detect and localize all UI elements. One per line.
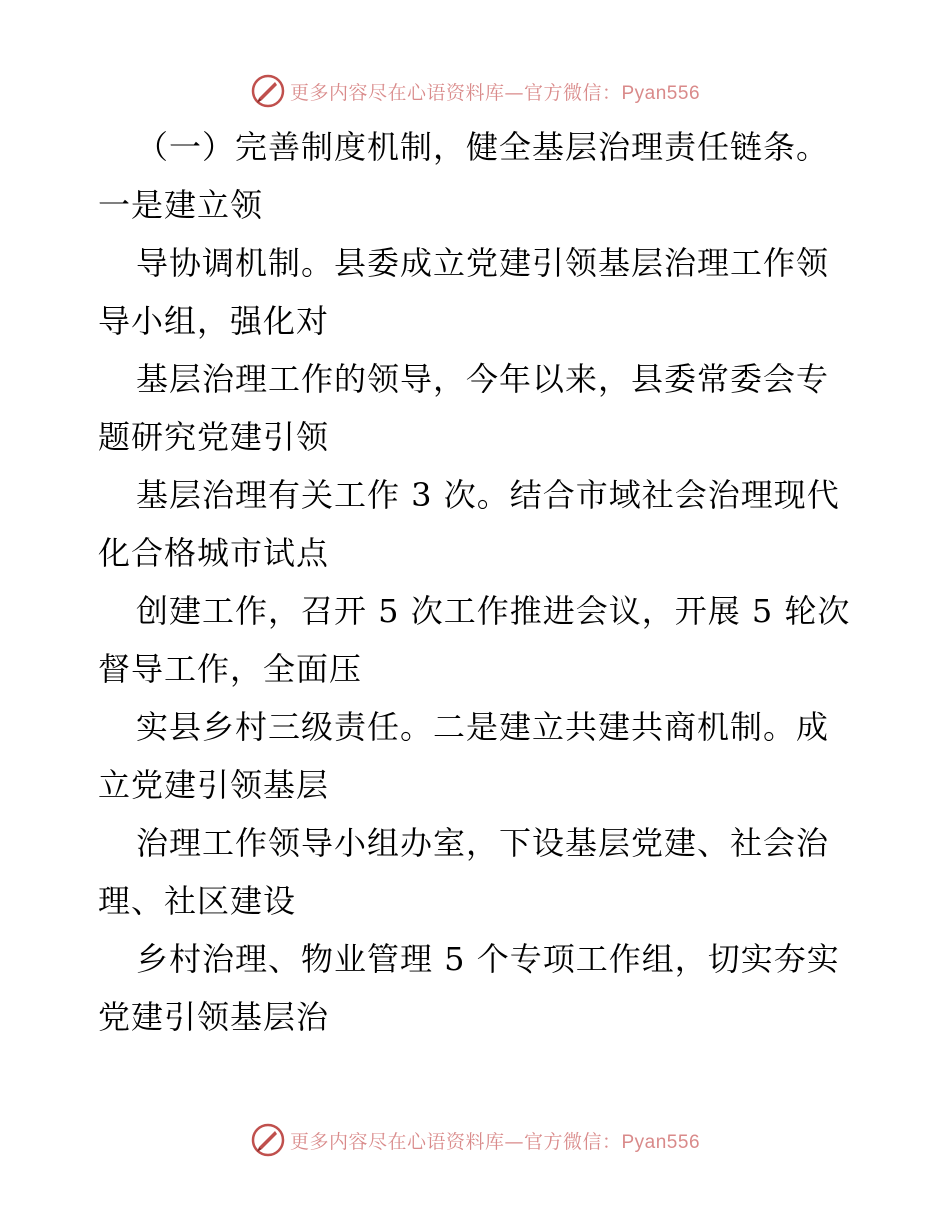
quill-pen-logo-icon [250, 73, 286, 109]
text-line: 题研究党建引领 [98, 418, 330, 456]
text-line: 乡村治理、物业管理 5 个专项工作组，切实夯实 [136, 940, 840, 978]
watermark-text: 更多内容尽在心语资料库—官方微信：Pyan556 [289, 81, 701, 104]
text-line: 基层治理有关工作 3 次。结合市域社会治理现代 [136, 476, 840, 514]
header-watermark [0, 71, 950, 111]
quill-pen-logo-icon [250, 1122, 286, 1158]
footer-watermark [0, 1120, 950, 1160]
text-line: 基层治理工作的领导，今年以来，县委常委会专 [136, 360, 830, 398]
text-line: 实县乡村三级责任。二是建立共建共商机制。成 [136, 708, 830, 746]
text-line: 立党建引领基层 [98, 766, 330, 804]
watermark-wechat-id: Pyan556 [621, 82, 701, 104]
text-line: （一）完善制度机制，健全基层治理责任链条。 [136, 128, 830, 166]
document-body [98, 118, 858, 1046]
text-line: 党建引领基层治 [98, 998, 330, 1036]
watermark-text: 更多内容尽在心语资料库—官方微信：Pyan556 [289, 1130, 701, 1153]
text-line: 理、社区建设 [98, 882, 297, 920]
watermark-wechat-id: Pyan556 [621, 1131, 701, 1153]
text-line: 化合格城市试点 [98, 534, 330, 572]
text-line: 导小组，强化对 [98, 302, 330, 340]
text-line: 创建工作，召开 5 次工作推进会议，开展 5 轮次 [136, 592, 851, 630]
text-line: 一是建立领 [98, 186, 264, 224]
text-line: 督导工作，全面压 [98, 650, 363, 688]
text-line: 治理工作领导小组办室，下设基层党建、社会治 [136, 824, 830, 862]
text-line: 导协调机制。县委成立党建引领基层治理工作领 [136, 244, 830, 282]
